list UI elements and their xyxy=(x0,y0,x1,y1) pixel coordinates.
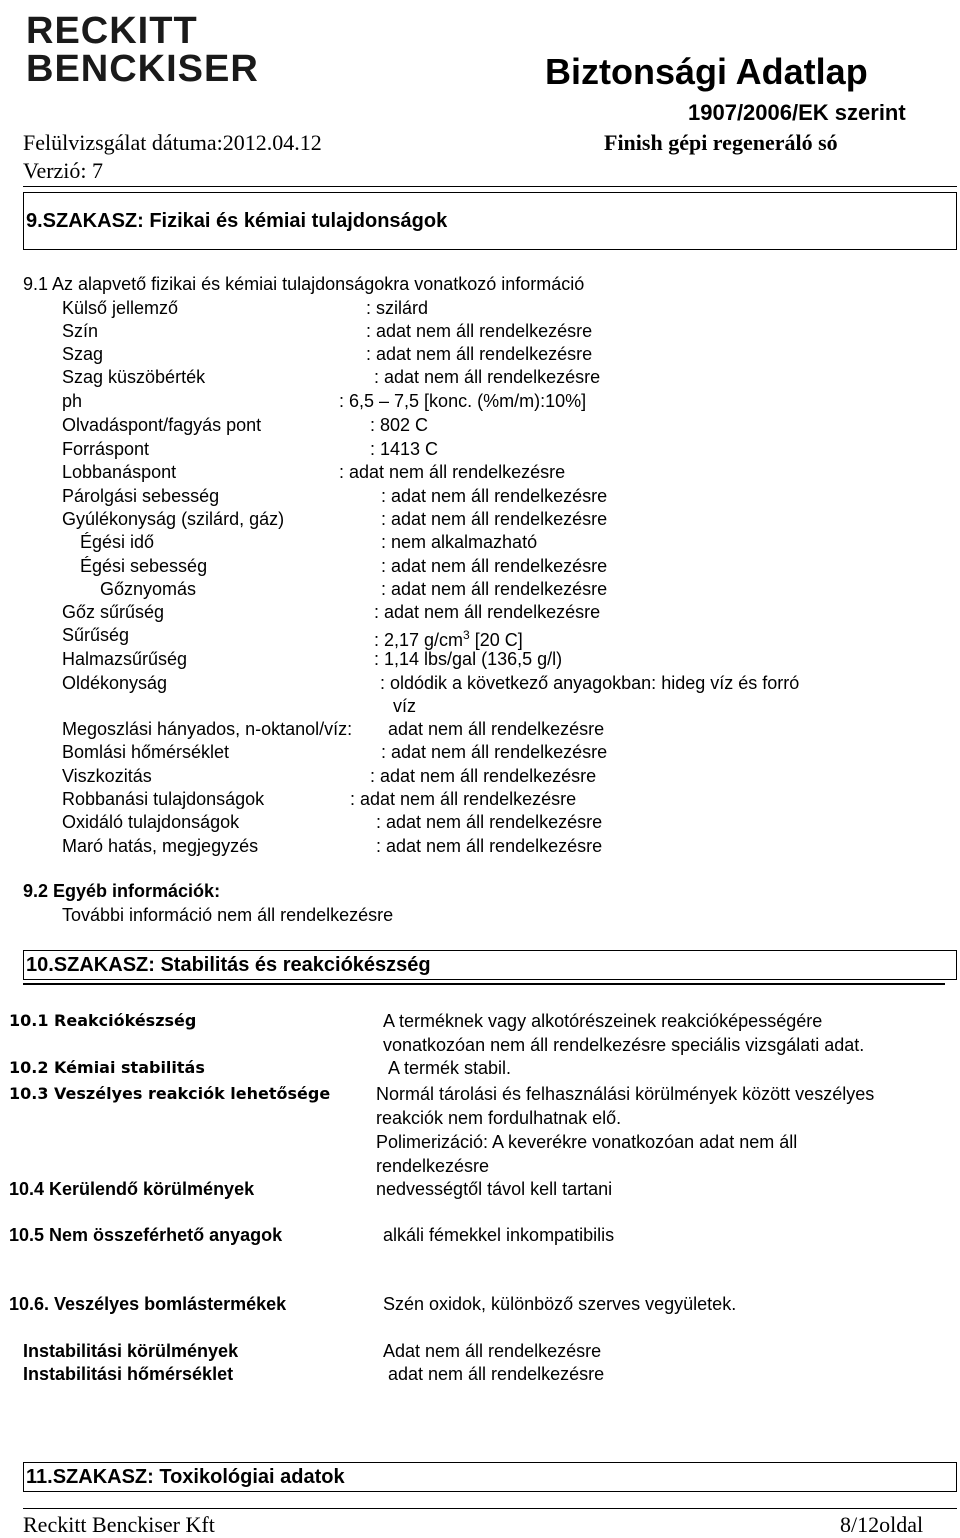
stability-value-line: alkáli fémekkel inkompatibilis xyxy=(383,1225,615,1245)
property-value: adat nem áll rendelkezésre xyxy=(388,719,605,739)
version-label: Verzió: 7 xyxy=(23,158,104,183)
section-10-underline xyxy=(23,983,945,985)
property-value: : oldódik a következő anyagokban: hideg víz és forró xyxy=(380,673,800,693)
property-label: Szag xyxy=(62,344,104,364)
property-label: Bomlási hőmérséklet xyxy=(62,742,230,762)
property-label: Sűrűség xyxy=(62,625,130,645)
stability-label: Instabilitási körülmények xyxy=(23,1341,239,1361)
property-label: Égési sebesség xyxy=(80,556,208,576)
property-label: Halmazsűrűség xyxy=(62,649,188,669)
property-label: Párolgási sebesség xyxy=(62,486,220,506)
stability-value-line: vonatkozóan nem áll rendelkezésre speciális vizsgálati adat. xyxy=(383,1035,865,1055)
stability-value-line: rendelkezésre xyxy=(376,1156,490,1176)
property-value: : adat nem áll rendelkezésre xyxy=(381,579,608,599)
section-11-heading: 11.SZAKASZ: Toxikológiai adatok xyxy=(26,1466,345,1488)
property-value: : adat nem áll rendelkezésre xyxy=(339,462,566,482)
property-label: Robbanási tulajdonságok xyxy=(62,789,265,809)
stability-value-line: Adat nem áll rendelkezésre xyxy=(383,1341,602,1361)
stability-value-line: reakciók nem fordulhatnak elő. xyxy=(376,1108,622,1128)
property-value: : szilárd xyxy=(366,298,429,318)
property-value: : adat nem áll rendelkezésre xyxy=(374,367,601,387)
property-label: Gyúlékonyság (szilárd, gáz) xyxy=(62,509,285,529)
property-value: : nem alkalmazható xyxy=(381,532,538,552)
property-label: Lobbanáspont xyxy=(62,462,177,482)
document-title: Biztonsági Adatlap xyxy=(545,51,868,92)
property-label: Égési idő xyxy=(80,532,155,552)
property-value: : 1,14 lbs/gal (136,5 g/l) xyxy=(374,649,563,669)
stability-label: 10.3 Veszélyes reakciók lehetősége xyxy=(9,1084,331,1103)
property-value: : adat nem áll rendelkezésre xyxy=(376,812,603,832)
stability-label: 10.6. Veszélyes bomlástermékek xyxy=(9,1294,287,1314)
property-value-superscript: 3 xyxy=(463,628,470,642)
stability-value-line: nedvességtől távol kell tartani xyxy=(376,1179,613,1199)
property-value: : adat nem áll rendelkezésre xyxy=(366,321,593,341)
property-value-main: : 2,17 g/cm xyxy=(374,630,464,650)
stability-label: 10.5 Nem összeférhető anyagok xyxy=(9,1225,283,1245)
stability-value-line: Normál tárolási és felhasználási körülmények között veszélyes xyxy=(376,1084,875,1104)
logo-line-1: RECKITT xyxy=(26,10,198,52)
revision-date: Felülvizsgálat dátuma:2012.04.12 xyxy=(23,130,322,155)
property-label: Olvadáspont/fagyás pont xyxy=(62,415,262,435)
section-9-heading-box xyxy=(23,192,957,250)
stability-value-line: adat nem áll rendelkezésre xyxy=(388,1364,605,1384)
section-9-1-title: 9.1 Az alapvető fizikai és kémiai tulajdonságokra vonatkozó információ xyxy=(23,274,585,294)
property-label: Viszkozitás xyxy=(62,766,152,786)
property-value: : adat nem áll rendelkezésre xyxy=(381,509,608,529)
property-label: Külső jellemző xyxy=(62,298,179,318)
property-value: : adat nem áll rendelkezésre xyxy=(350,789,577,809)
stability-label: Instabilitási hőmérséklet xyxy=(23,1364,234,1384)
regulation-label: 1907/2006/EK szerint xyxy=(688,100,906,125)
footer-divider xyxy=(23,1508,957,1509)
logo-line-2: BENCKISER xyxy=(26,48,259,90)
section-10-heading: 10.SZAKASZ: Stabilitás és reakciókészség xyxy=(26,954,431,976)
company-logo xyxy=(24,8,259,92)
property-label: Forráspont xyxy=(62,439,150,459)
section-9-2-title: 9.2 Egyéb információk: xyxy=(23,881,221,901)
stability-value-line: A termék stabil. xyxy=(388,1058,512,1078)
stability-value-line: A terméknek vagy alkotórészeinek reakcióképességére xyxy=(383,1011,823,1031)
footer-company: Reckitt Benckiser Kft xyxy=(23,1512,215,1537)
property-value: : adat nem áll rendelkezésre xyxy=(370,766,597,786)
product-name: Finish gépi regeneráló só xyxy=(604,130,838,155)
stability-label: 10.2 Kémiai stabilitás xyxy=(9,1058,205,1077)
property-label: Szag küszöbérték xyxy=(62,367,206,387)
property-value: : 802 C xyxy=(370,415,429,435)
stability-value-line: Polimerizáció: A keverékre vonatkozóan adat nem áll xyxy=(376,1132,798,1152)
property-value-suffix: [20 C] xyxy=(469,630,523,650)
property-label: Gőz sűrűség xyxy=(62,602,165,622)
property-label: Oldékonyság xyxy=(62,673,168,693)
footer-page: 8/12oldal xyxy=(840,1512,924,1537)
property-value: : adat nem áll rendelkezésre xyxy=(376,836,603,856)
property-label: Gőznyomás xyxy=(100,579,197,599)
header-divider xyxy=(23,186,957,187)
property-value-continuation: víz xyxy=(393,696,417,716)
stability-label: 10.4 Kerülendő körülmények xyxy=(9,1179,255,1199)
property-value: : 1413 C xyxy=(370,439,439,459)
property-label: Szín xyxy=(62,321,99,341)
stability-label: 10.1 Reakciókészség xyxy=(9,1011,197,1030)
property-value: : adat nem áll rendelkezésre xyxy=(366,344,593,364)
stability-value-line: Szén oxidok, különböző szerves vegyületek. xyxy=(383,1294,737,1314)
property-value: : 6,5 – 7,5 [konc. (%m/m):10%] xyxy=(339,391,587,411)
section-9-heading: 9.SZAKASZ: Fizikai és kémiai tulajdonságok xyxy=(26,210,448,232)
property-value: : adat nem áll rendelkezésre xyxy=(374,602,601,622)
section-10-heading-box xyxy=(23,950,957,980)
section-9-2-text: További információ nem áll rendelkezésre xyxy=(62,905,394,925)
property-label: ph xyxy=(62,391,83,411)
property-label: Maró hatás, megjegyzés xyxy=(62,836,259,856)
property-value: : adat nem áll rendelkezésre xyxy=(381,742,608,762)
property-value xyxy=(374,624,523,651)
property-label: Oxidáló tulajdonságok xyxy=(62,812,240,832)
section-11-heading-box xyxy=(23,1462,957,1492)
property-value: : adat nem áll rendelkezésre xyxy=(381,486,608,506)
property-value: : adat nem áll rendelkezésre xyxy=(381,556,608,576)
property-label: Megoszlási hányados, n-oktanol/víz: xyxy=(62,719,353,739)
